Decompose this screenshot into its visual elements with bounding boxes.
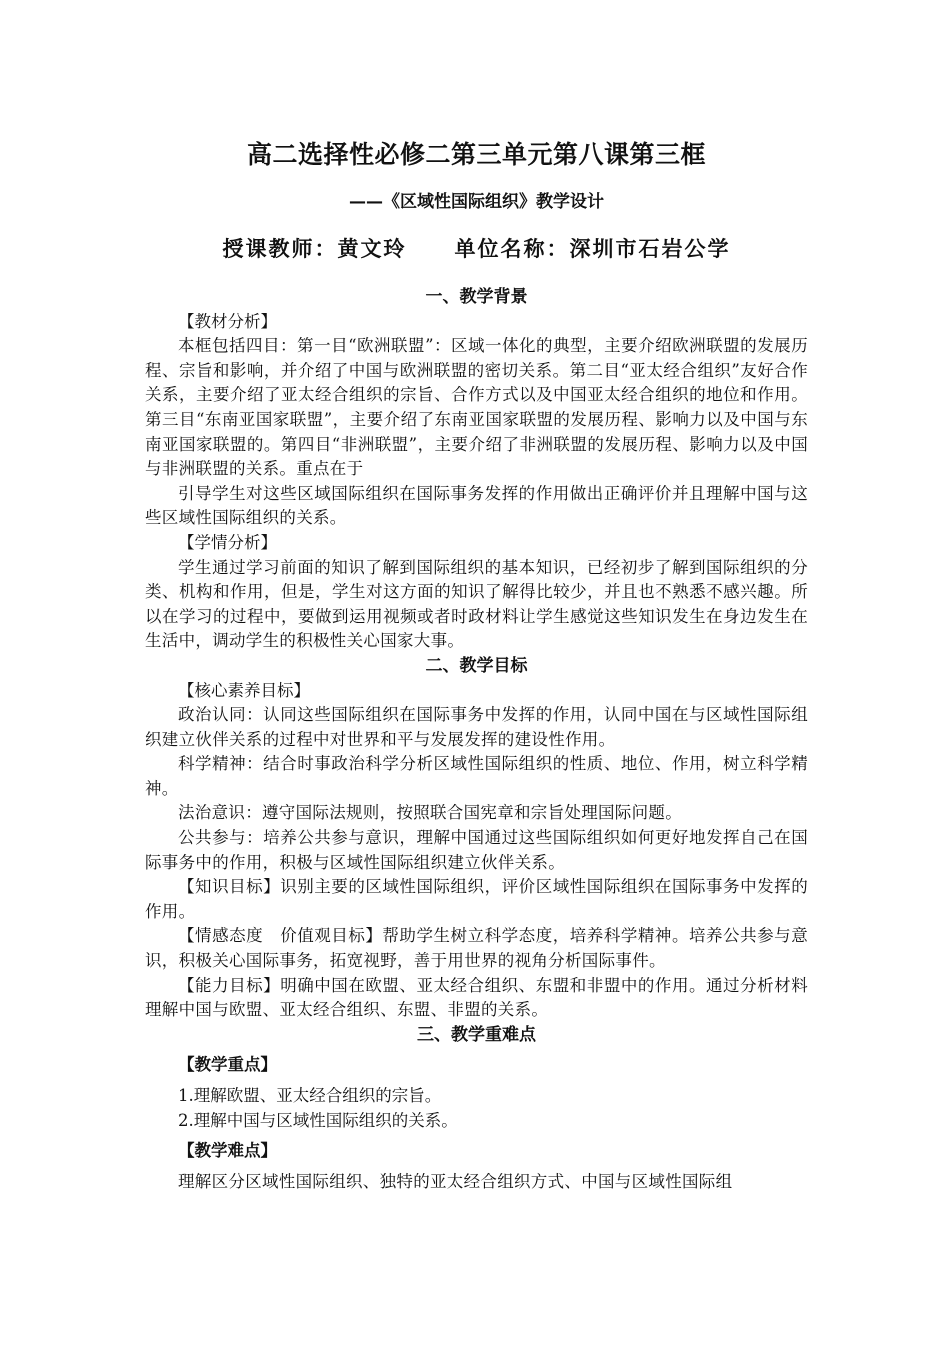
- material-analysis-label: 【教材分析】: [178, 311, 277, 331]
- school-name: 单位名称：深圳市石岩公学: [454, 236, 731, 261]
- teacher-info: [145, 233, 808, 265]
- teaching-focus-label: 【教学重点】: [178, 1055, 277, 1075]
- section-heading-background: 一、教学背景: [425, 287, 528, 307]
- public-participation-paragraph: 公共参与：培养公共参与意识，理解中国通过这些国际组织如何更好地发挥自己在国际事务中的作用，积极与区域性国际组织建立伙伴关系。: [145, 828, 808, 872]
- document-subtitle: ——《区域性国际组织》教学设计: [349, 192, 604, 212]
- material-analysis-paragraph: 本框包括四目：第一目“欧洲联盟”：区域一体化的典型，主要介绍欧洲联盟的发展历程、宗旨和影响，并介绍了中国与欧洲联盟的密切关系。第二目“亚太经合组织”友好合作关系，主要介绍了亚太经合组织的宗旨、合作方式以及中国亚太经合组织的地位和作用。第三目“东南亚国家联盟”，主要介绍了东南亚国家联盟的发展历程、影响力以及中国与东南亚国家联盟的。第四目“非洲联盟”，主要介绍了非洲联盟的发展历程、影响力以及中国与非洲联盟的关系。重点在于: [145, 336, 808, 479]
- teaching-focus-item-2: 2.理解中国与区域性国际组织的关系。: [178, 1110, 458, 1130]
- teaching-difficulty-paragraph: 理解区分区域性国际组织、独特的亚太经合组织方式、中国与区域性国际组: [178, 1171, 733, 1191]
- rule-of-law-paragraph: 法治意识：遵守国际法规则，按照联合国宪章和宗旨处理国际问题。: [178, 803, 682, 823]
- teaching-difficulty-label: 【教学难点】: [178, 1141, 277, 1161]
- ability-goal-paragraph: 【能力目标】明确中国在欧盟、亚太经合组织、东盟和非盟中的作用。通过分析材料理解中国与欧盟、亚太经合组织、东盟、非盟的关系。: [145, 975, 808, 1020]
- section-heading-key-points: 三、教学重难点: [417, 1024, 536, 1045]
- teacher-name: 授课教师：黄文玲: [222, 236, 407, 261]
- document-title: 高二选择性必修二第三单元第八课第三框: [246, 140, 706, 169]
- political-identity-paragraph: 政治认同：认同这些国际组织在国际事务中发挥的作用，认同中国在与区域性国际组织建立伙伴关系的过程中对世界和平与发展发挥的建设性作用。: [145, 705, 808, 749]
- teaching-focus-item-1: 1.理解欧盟、亚太经合组织的宗旨。: [178, 1086, 442, 1105]
- material-analysis-paragraph-2: 引导学生对这些区域国际组织在国际事务发挥的作用做出正确评价并且理解中国与这些区域性国际组织的关系。: [145, 483, 808, 528]
- section-heading-objectives: 二、教学目标: [425, 655, 528, 676]
- core-literacy-label: 【核心素养目标】: [178, 680, 310, 700]
- scientific-spirit-paragraph: 科学精神：结合时事政治科学分析区域性国际组织的性质、地位、作用，树立科学精神。: [145, 754, 808, 798]
- emotion-goal-paragraph: 【情感态度 价值观目标】帮助学生树立科学态度，培养科学精神。培养公共参与意识，积极关心国际事务，拓宽视野，善于用世界的视角分析国际事件。: [145, 926, 808, 971]
- student-analysis-paragraph: 学生通过学习前面的知识了解到国际组织的基本知识，已经初步了解到国际组织的分类、机构和作用，但是，学生对这方面的知识了解得比较少，并且也不熟悉不感兴趣。所以在学习的过程中，要做到运用视频或者时政材料让学生感觉这些知识发生在身边发生在生活中，调动学生的积极性关心国家大事。: [145, 557, 808, 651]
- student-analysis-label: 【学情分析】: [178, 532, 277, 552]
- knowledge-goal-paragraph: 【知识目标】识别主要的区域性国际组织，评价区域性国际组织在国际事务中发挥的作用。: [145, 877, 808, 921]
